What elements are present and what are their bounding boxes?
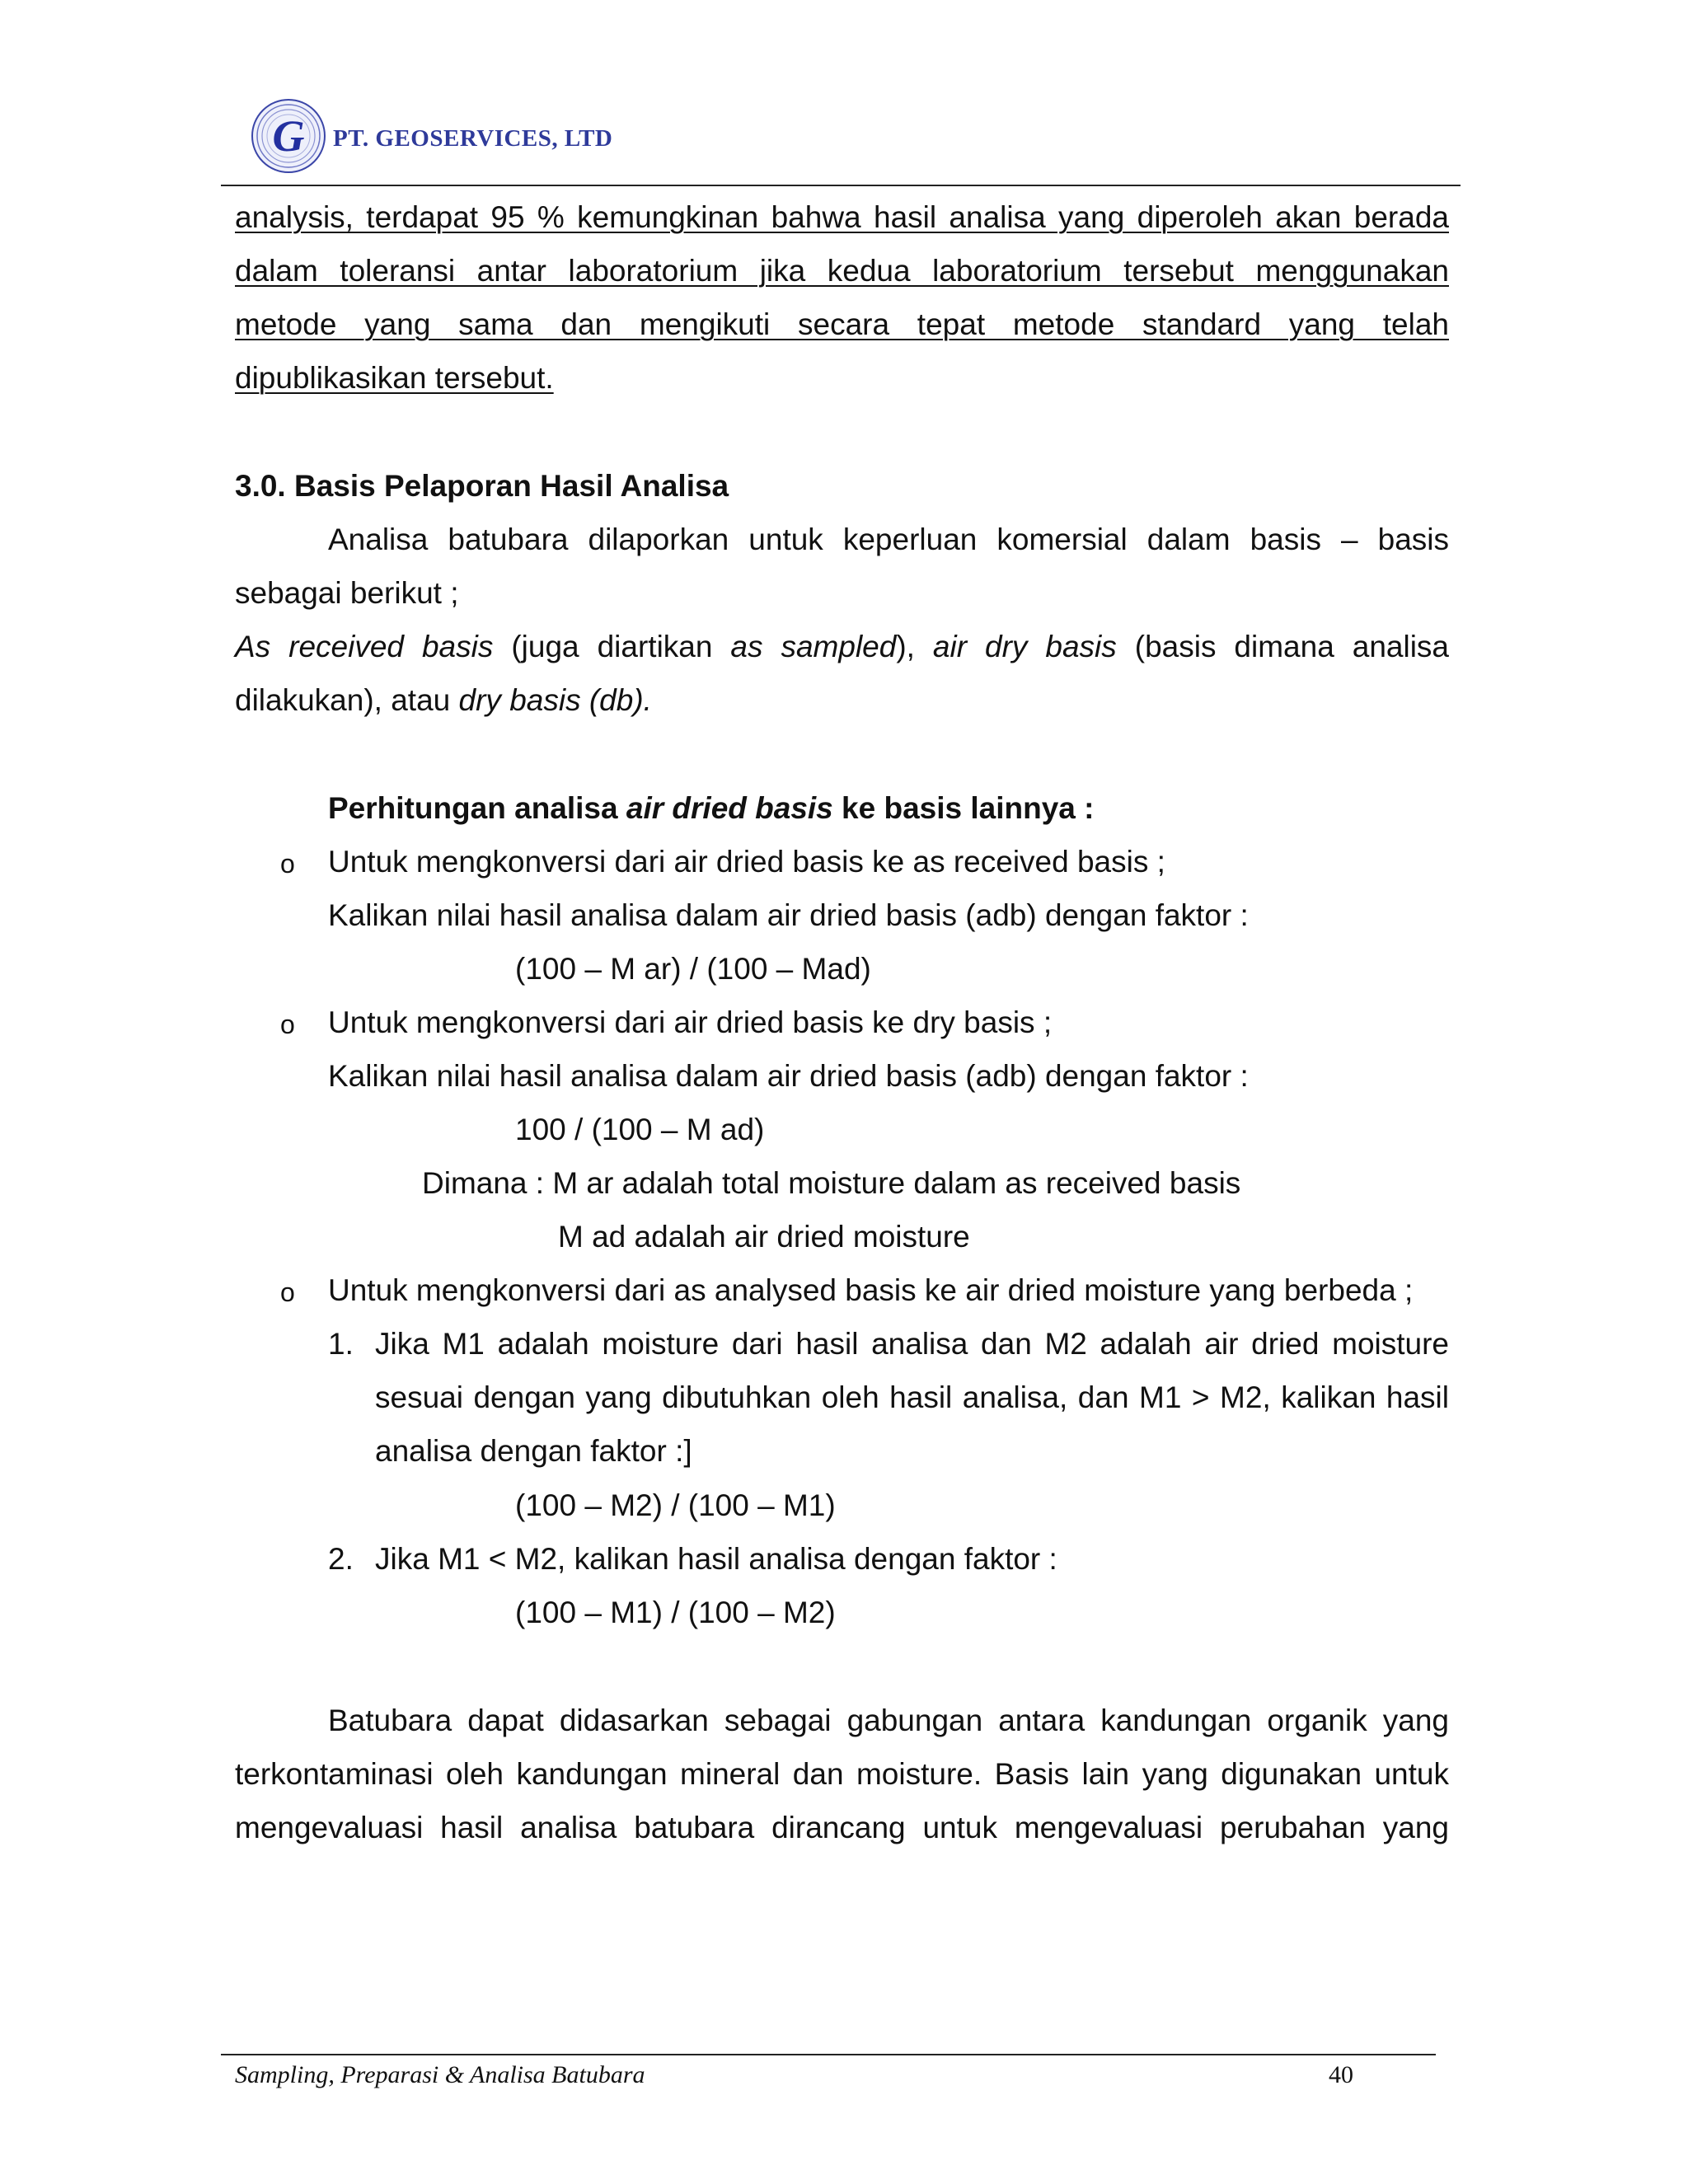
basis-line-2 — [235, 682, 652, 719]
closing-line-3: mengevaluasi hasil analisa batubara dirancang untuk mengevaluasi perubahan yang — [235, 1811, 1449, 1844]
sub1-line-2: sesuai dengan yang dibutuhkan oleh hasil analisa, dan M1 > M2, kalikan hasil — [375, 1380, 1449, 1414]
basis-as-sampled: as sampled — [730, 630, 897, 663]
item2-title: Untuk mengkonversi dari air dried basis ke dry basis ; — [328, 1005, 1053, 1039]
company-logo — [249, 96, 328, 176]
basis-text: ), — [896, 630, 933, 663]
intro-line-2: dalam toleransi antar laboratorium jika kedua laboratorium tersebut menggunakan — [235, 254, 1449, 288]
calc-heading-text: Perhitungan analisa — [328, 791, 626, 825]
where-line-2: M ad adalah air dried moisture — [558, 1220, 970, 1254]
section-heading: 3.0. Basis Pelaporan Hasil Analisa — [235, 469, 729, 503]
sub1-line-3: analisa dengan faktor :] — [375, 1434, 692, 1468]
footer-title: Sampling, Preparasi & Analisa Batubara — [235, 2061, 645, 2088]
basis-line-1 — [235, 629, 1449, 665]
sub1-line-1: Jika M1 adalah moisture dari hasil analisa dan M2 adalah air dried moisture — [375, 1327, 1449, 1361]
where-line-1: Dimana : M ar adalah total moisture dalam as received basis — [422, 1166, 1241, 1200]
footer-divider — [221, 2054, 1436, 2055]
bullet-1: o — [280, 849, 295, 879]
item3-title: Untuk mengkonversi dari as analysed basis ke air dried moisture yang berbeda ; — [328, 1273, 1414, 1307]
calc-heading-italic: air dried basis — [626, 791, 833, 825]
basis-dry: dry basis (db). — [458, 683, 652, 717]
logo-letter: G — [272, 111, 305, 161]
calc-heading-text: ke basis lainnya : — [832, 791, 1095, 825]
item2-text: Kalikan nilai hasil analisa dalam air dried basis (adb) dengan faktor : — [328, 1059, 1249, 1093]
sub2-formula: (100 – M1) / (100 – M2) — [515, 1596, 836, 1629]
sub2-text: Jika M1 < M2, kalikan hasil analisa dengan faktor : — [375, 1542, 1057, 1576]
item2-formula: 100 / (100 – M ad) — [515, 1113, 765, 1146]
intro-line-1: analysis, terdapat 95 % kemungkinan bahwa hasil analisa yang diperoleh akan berada — [235, 200, 1449, 234]
para1-line-2: sebagai berikut ; — [235, 576, 459, 610]
basis-text: (basis dimana analisa — [1116, 630, 1449, 663]
page-number: 40 — [1329, 2061, 1353, 2088]
basis-text: dilakukan) — [235, 683, 374, 717]
calc-heading — [328, 790, 1094, 827]
sub1-formula: (100 – M2) / (100 – M1) — [515, 1488, 836, 1522]
item1-formula: (100 – M ar) / (100 – Mad) — [515, 952, 871, 986]
basis-as-received: As received basis — [235, 630, 494, 663]
closing-line-2: terkontaminasi oleh kandungan mineral dan moisture. Basis lain yang digunakan untuk — [235, 1757, 1449, 1791]
bullet-2: o — [280, 1010, 295, 1039]
item1-title: Untuk mengkonversi dari air dried basis ke as received basis ; — [328, 845, 1165, 879]
para1-line-1: Analisa batubara dilaporkan untuk keperluan komersial dalam basis – basis — [328, 523, 1449, 556]
basis-air-dry: air dry basis — [932, 630, 1117, 663]
bullet-3: o — [280, 1277, 295, 1307]
item1-text: Kalikan nilai hasil analisa dalam air dried basis (adb) dengan faktor : — [328, 898, 1249, 932]
header-divider — [221, 185, 1461, 186]
basis-text: , atau — [373, 683, 459, 717]
company-name: PT. GEOSERVICES, LTD — [333, 125, 613, 152]
sub1-number: 1. — [328, 1327, 354, 1361]
intro-line-4: dipublikasikan tersebut. — [235, 361, 554, 395]
sub2-number: 2. — [328, 1542, 354, 1576]
closing-line-1: Batubara dapat didasarkan sebagai gabungan antara kandungan organik yang — [328, 1704, 1449, 1737]
intro-line-3: metode yang sama dan mengikuti secara tepat metode standard yang telah — [235, 307, 1449, 341]
basis-text: (juga diartikan — [493, 630, 731, 663]
